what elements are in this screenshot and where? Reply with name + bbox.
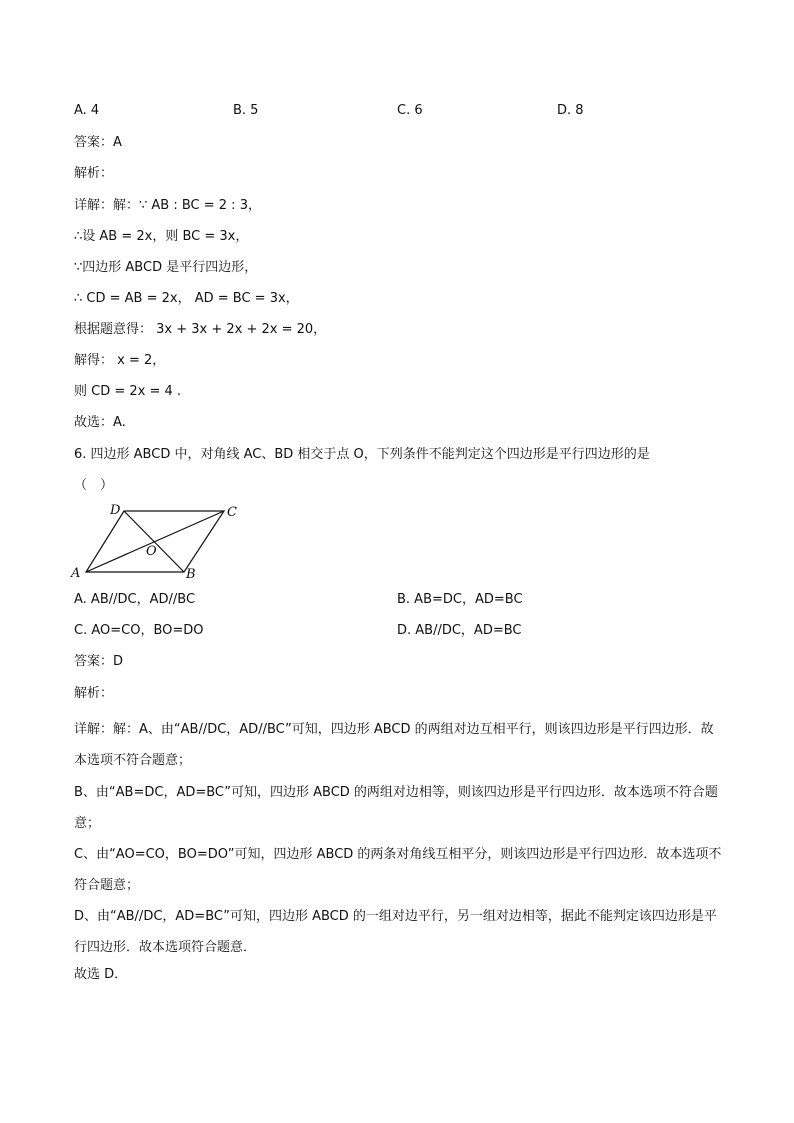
q6-paren: （ ） bbox=[74, 478, 114, 493]
diagonal-bd bbox=[124, 511, 184, 572]
q6-conclusion: 故选 D． bbox=[74, 967, 128, 982]
q6-explain-d: D、由“AB//DC，AD=BC”可知，四边形 ABCD 的一组对边平行，另一组对边相等，据此不能判定该四边形是平行四边形．故本选项符合题意． bbox=[74, 909, 717, 955]
q5-analysis-label: 解析： bbox=[74, 166, 114, 181]
label-d: D bbox=[110, 503, 121, 518]
q6-analysis-label: 解析： bbox=[74, 686, 114, 701]
q6-option-b: B. AB=DC，AD=BC bbox=[397, 592, 523, 607]
label-c: C bbox=[227, 505, 237, 520]
q5-step-5: 根据题意得： 3x + 3x + 2x + 2x = 20， bbox=[74, 322, 327, 337]
q5-step-7: 则 CD = 2x = 4 . bbox=[74, 384, 182, 399]
q5-option-d: D. 8 bbox=[557, 103, 584, 118]
q5-step-1: 详解：解：∵ AB : BC = 2 : 3， bbox=[74, 198, 261, 213]
q6-parallelogram-figure bbox=[66, 498, 256, 584]
q5-option-b: B. 5 bbox=[233, 103, 259, 118]
label-o: O bbox=[146, 544, 157, 559]
q5-conclusion: 故选：A. bbox=[74, 415, 126, 430]
q6-option-a: A. AB//DC，AD//BC bbox=[74, 592, 196, 607]
q5-step-3: ∵四边形 ABCD 是平行四边形， bbox=[74, 260, 258, 275]
q6-option-c: C. AO=CO，BO=DO bbox=[74, 623, 204, 638]
label-a: A bbox=[71, 566, 81, 581]
q5-step-2: ∴设 AB = 2x，则 BC = 3x， bbox=[74, 229, 249, 244]
q6-option-d: D. AB//DC，AD=BC bbox=[397, 623, 522, 638]
q6-answer: 答案：D bbox=[74, 654, 124, 669]
q6-explain-b: B、由“AB=DC，AD=BC”可知，四边形 ABCD 的两组对边相等，则该四边形是平行四边形．故本选项不符合题意； bbox=[74, 785, 718, 831]
q5-step-4: ∴ CD = AB = 2x， AD = BC = 3x， bbox=[74, 291, 299, 306]
q5-option-a: A. 4 bbox=[74, 103, 100, 118]
q6-explain-a: 详解：解：A、由“AB//DC，AD//BC”可知，四边形 ABCD 的两组对边互相平行，则该四边形是平行四边形．故本选项不符合题意； bbox=[74, 722, 714, 768]
q5-step-6: 解得： x = 2， bbox=[74, 353, 166, 368]
q5-answer: 答案：A bbox=[74, 135, 122, 150]
q5-option-c: C. 6 bbox=[397, 103, 423, 118]
q6-stem: 6. 四边形 ABCD 中，对角线 AC、BD 相交于点 O，下列条件不能判定这个四边形是平行四边形的是 bbox=[74, 447, 650, 462]
label-b: B bbox=[186, 567, 196, 582]
q6-explain-c: C、由“AO=CO，BO=DO”可知，四边形 ABCD 的两条对角线互相平分，则该四边形是平行四边形．故本选项不符合题意； bbox=[74, 847, 722, 893]
